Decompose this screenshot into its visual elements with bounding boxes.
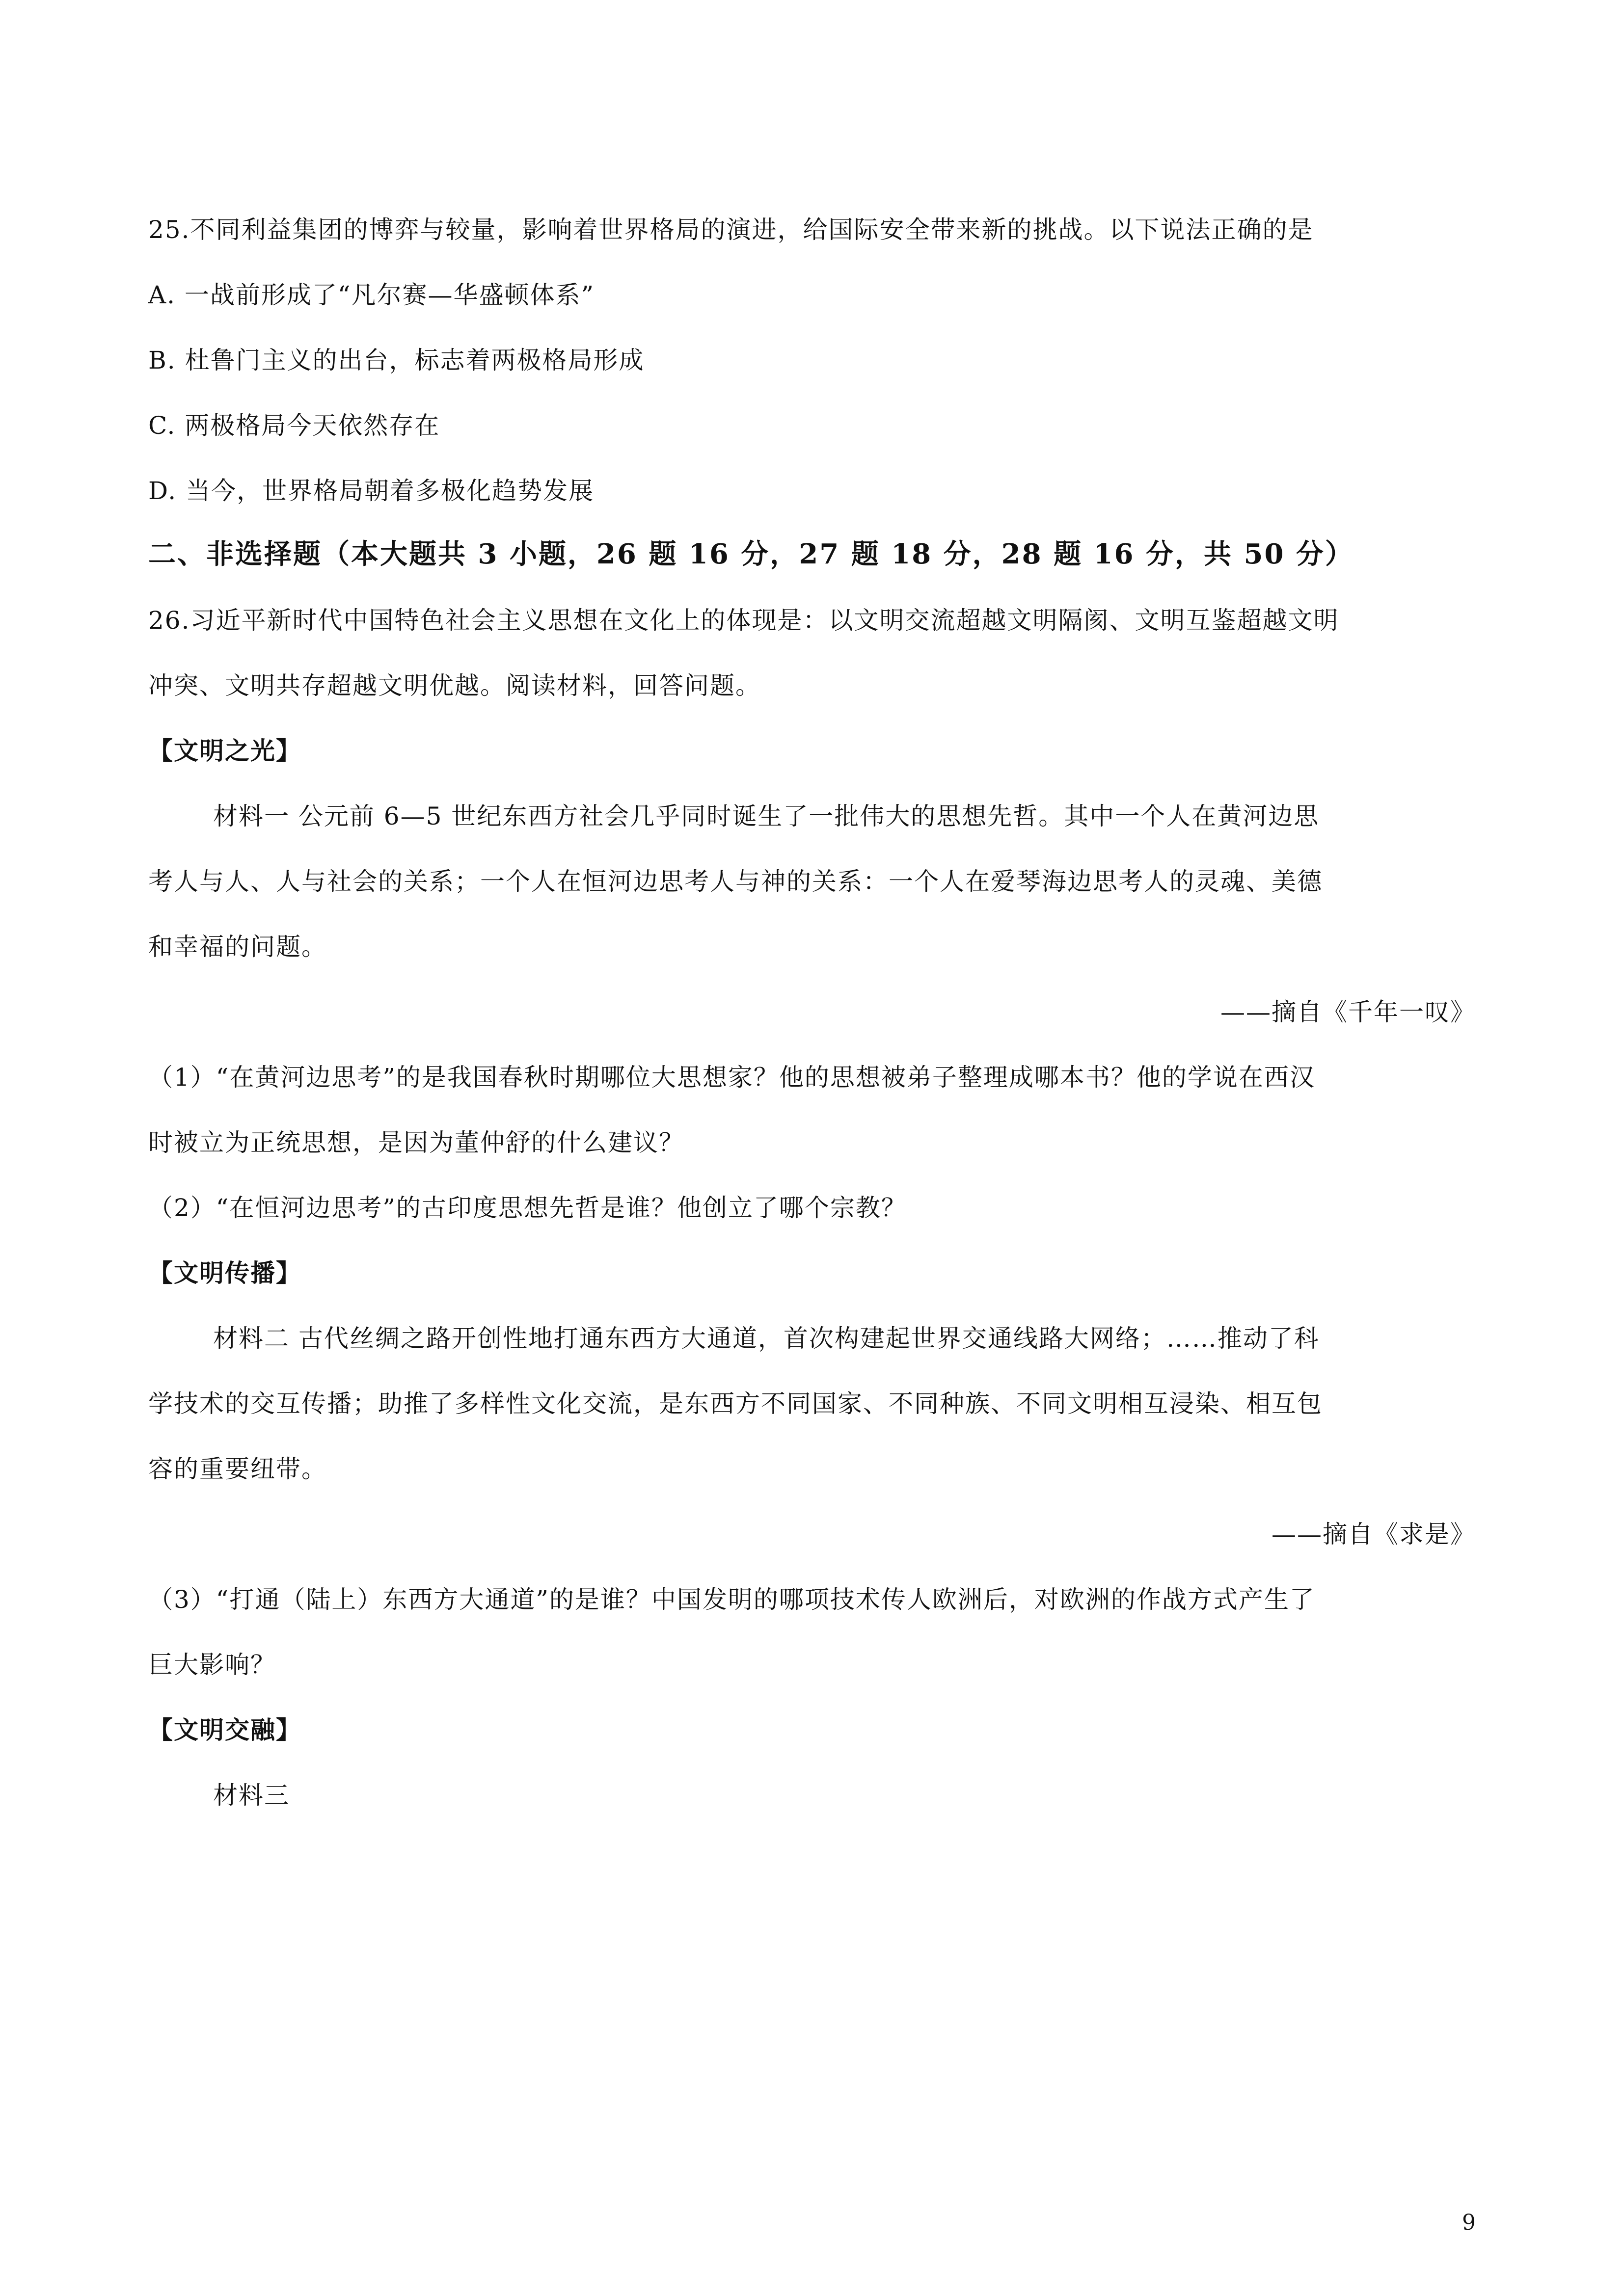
material2-line-2: 学技术的交互传播；助推了多样性文化交流，是东西方不同国家、不同种族、不同文明相互浸染、相互包 (148, 1389, 1323, 1418)
material2-source: ——摘自《求是》 (1272, 1520, 1476, 1548)
material2-line-1: 材料二 古代丝绸之路开创性地打通东西方大通道，首次构建起世界交通线路大网络；……推动了科 (213, 1324, 1320, 1353)
material2-line-3: 容的重要纽带。 (148, 1455, 327, 1483)
q25-option-a: A. 一战前形成了“凡尔赛—华盛顿体系” (148, 281, 595, 309)
material1-source: ——摘自《千年一叹》 (1220, 998, 1476, 1026)
section-heading: 二、非选择题（本大题共 3 小题，26 题 16 分，27 题 18 分，28 题 16 分，共 50 分） (148, 538, 1354, 570)
page-number: 9 (1462, 2210, 1476, 2235)
part1-label: 【文明之光】 (148, 736, 301, 765)
part3-label: 【文明交融】 (148, 1715, 301, 1744)
material1-line-1: 材料一 公元前 6—5 世纪东西方社会几乎同时诞生了一批伟大的思想先哲。其中一个人在黄河边思 (213, 802, 1320, 830)
question2: （2）“在恒河边思考”的古印度思想先哲是谁？他创立了哪个宗教？ (148, 1194, 907, 1222)
part2-label: 【文明传播】 (148, 1258, 301, 1287)
question1-line-2: 时被立为正统思想，是因为董仲舒的什么建议？ (148, 1128, 684, 1157)
q26-stem-line-2: 冲突、文明共存超越文明优越。阅读材料，回答问题。 (148, 671, 761, 700)
material1-line-2: 考人与人、人与社会的关系；一个人在恒河边思考人与神的关系：一个人在爱琴海边思考人的灵魂、美德 (148, 867, 1323, 896)
question3-line-1: （3）“打通（陆上）东西方大通道”的是谁？中国发明的哪项技术传人欧洲后，对欧洲的作战方式产生了 (148, 1585, 1315, 1614)
q25-option-d: D. 当今，世界格局朝着多极化趋势发展 (148, 477, 595, 505)
q26-stem-line-1: 26.习近平新时代中国特色社会主义思想在文化上的体现是：以文明交流超越文明隔阂、文明互鉴超越文明 (148, 606, 1339, 635)
q25-option-b: B. 杜鲁门主义的出台，标志着两极格局形成 (148, 346, 645, 374)
q25-option-c: C. 两极格局今天依然存在 (148, 411, 440, 440)
material1-line-3: 和幸福的问题。 (148, 933, 327, 961)
question1-line-1: （1）“在黄河边思考”的是我国春秋时期哪位大思想家？他的思想被弟子整理成哪本书？他的学说在西汉 (148, 1063, 1315, 1092)
question3-line-2: 巨大影响？ (148, 1651, 276, 1679)
material3-label: 材料三 (213, 1781, 290, 1810)
q25-stem: 25.不同利益集团的博弈与较量，影响着世界格局的演进，给国际安全带来新的挑战。以下说法正确的是 (148, 215, 1314, 244)
